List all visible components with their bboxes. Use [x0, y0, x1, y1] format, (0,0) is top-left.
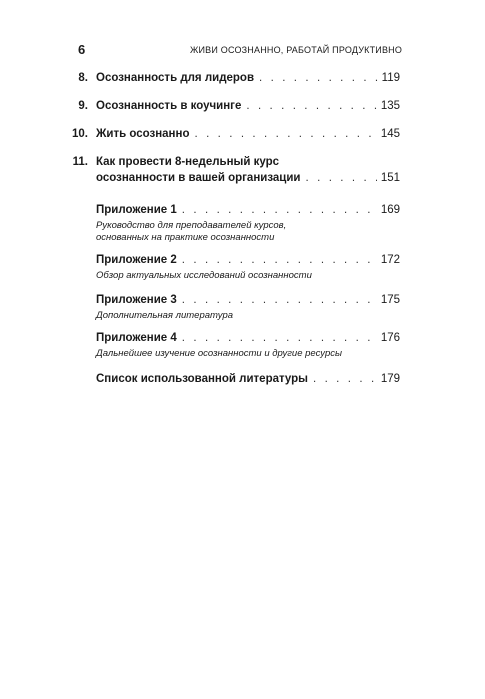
dot-leader [182, 252, 377, 268]
toc-entry-appendix-1[interactable] [96, 202, 400, 218]
chapter-page: 119 [381, 72, 400, 84]
dot-leader [194, 126, 376, 142]
appendix-title: Приложение 2 [96, 254, 177, 266]
chapter-title: Осознанность в коучинге [96, 100, 242, 112]
dot-leader [246, 98, 376, 114]
appendix-description: Обзор актуальных исследований осознанности [96, 270, 312, 281]
dot-leader [182, 330, 377, 346]
dot-leader [182, 202, 377, 218]
chapter-page: 145 [380, 128, 400, 140]
bibliography-title: Список использованной литературы [96, 373, 308, 385]
chapter-number: 10. [72, 128, 88, 140]
toc-entry-bibliography[interactable] [96, 371, 400, 387]
toc-entry-chapter-11[interactable] [96, 170, 400, 186]
dot-leader [313, 371, 377, 387]
appendix-page: 172 [380, 254, 400, 266]
toc-entry-appendix-2[interactable] [96, 252, 400, 268]
page-number: 6 [78, 42, 86, 57]
appendix-title: Приложение 3 [96, 294, 177, 306]
toc-entry-chapter-9[interactable] [78, 98, 400, 114]
chapter-title: Осознанность для лидеров [96, 72, 255, 84]
toc-entry-chapter-8[interactable] [78, 70, 400, 86]
page-header [0, 42, 485, 58]
chapter-number: 11. [72, 156, 88, 168]
chapter-page: 135 [380, 100, 400, 112]
appendix-title: Приложение 4 [96, 332, 177, 344]
toc-entry-chapter-11-line1[interactable] [72, 154, 280, 170]
chapter-title-line1: Как провести 8-недельный курс [96, 156, 280, 168]
toc-entry-appendix-4[interactable] [96, 330, 400, 346]
appendix-description: основанных на практике осознанности [96, 232, 275, 243]
chapter-number: 9. [78, 100, 88, 112]
bibliography-page: 179 [380, 373, 400, 385]
chapter-title: осознанности в вашей организации [96, 172, 301, 184]
appendix-page: 175 [380, 294, 400, 306]
toc-entry-appendix-3[interactable] [96, 292, 400, 308]
chapter-number: 8. [78, 72, 88, 84]
chapter-page: 151 [380, 172, 400, 184]
running-head: ЖИВИ ОСОЗНАННО, РАБОТАЙ ПРОДУКТИВНО [190, 45, 403, 55]
chapter-title: Жить осознанно [96, 128, 190, 140]
appendix-page: 176 [380, 332, 400, 344]
dot-leader [259, 70, 378, 86]
dot-leader [182, 292, 377, 308]
appendix-description: Руководство для преподавателей курсов, [96, 220, 287, 231]
appendix-page: 169 [380, 204, 400, 216]
toc-entry-chapter-10[interactable] [72, 126, 400, 142]
appendix-description: Дополнительная литература [96, 310, 234, 321]
appendix-title: Приложение 1 [96, 204, 177, 216]
appendix-description: Дальнейшее изучение осознанности и другие ресурсы [96, 348, 342, 359]
dot-leader [306, 170, 377, 186]
